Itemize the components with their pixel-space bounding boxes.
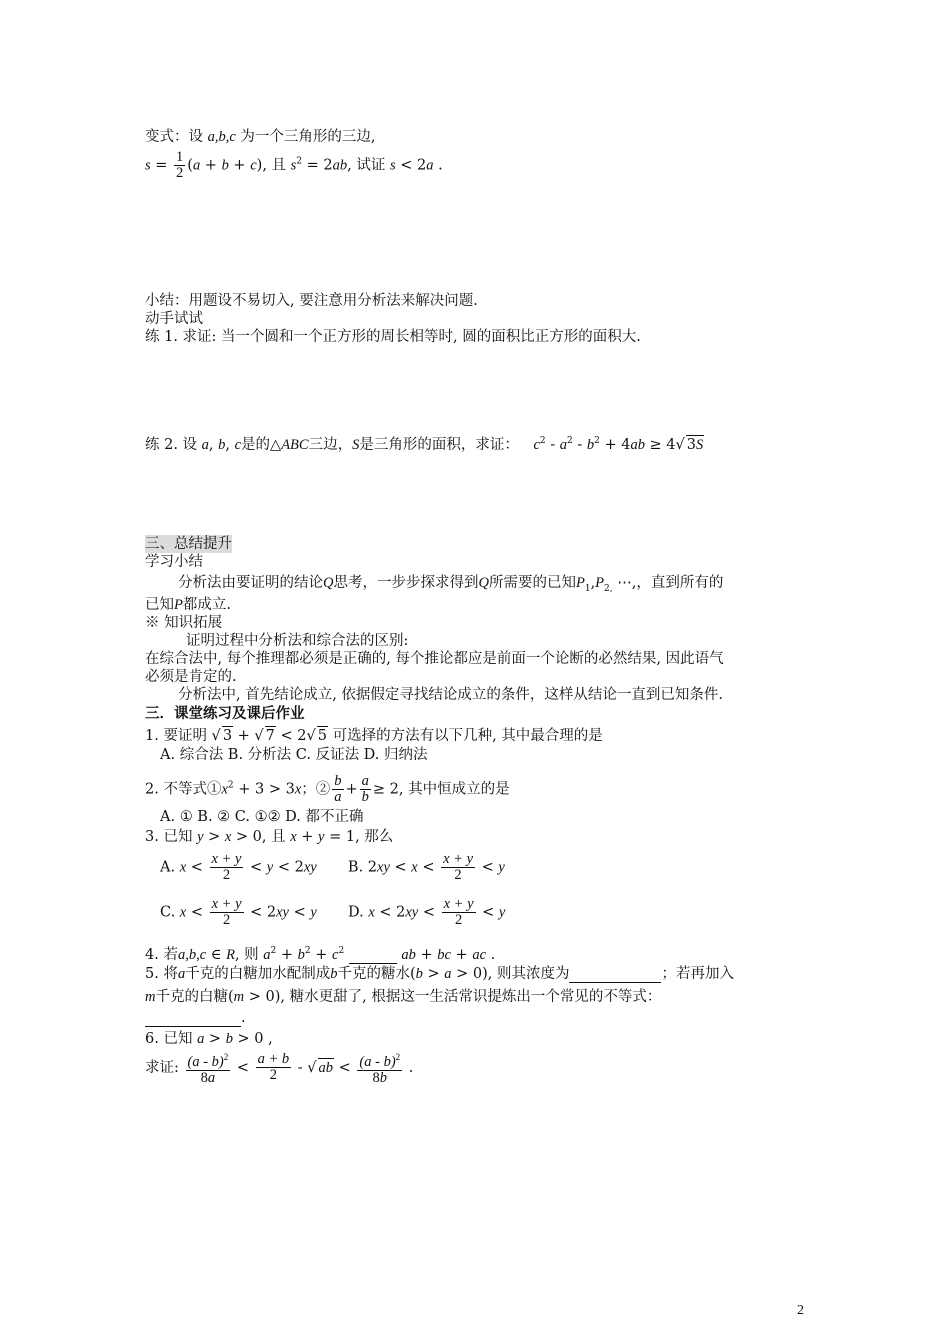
question-3-options-ab: A. x < $\frac{x + y}{2}$ < y < 2xy B. 2xy < x < $\frac{x + y}{2}$ < y xyxy=(160,851,505,883)
question-5: 5. 将a千克的白糖加水配制成b千克的糖水(b > a > 0), 则其浓度为 ；若再加入 xyxy=(145,966,734,982)
question-1-options: A. 综合法 B. 分析法 C. 反证法 D. 归纳法 xyxy=(160,747,428,763)
question-2: 2. 不等式$①x^2 + 3 > 3x$；② $\frac{b}{a}$ + $\frac{a}{b}$ ≥ 2, 其中恒成立的是 xyxy=(145,773,510,805)
knowledge-title: ※ 知识拓展 xyxy=(145,615,223,631)
variant-formula: s = $\frac{1}{2}$ (a + b + c), 且 $s^2 = 2ab$, 试证 s < 2a . xyxy=(145,149,443,181)
question-5-blank: . xyxy=(145,1009,246,1027)
difference-2: 必须是肯定的. xyxy=(145,669,237,685)
question-3-options-cd: C. x < $\frac{x + y}{2}$ < 2xy < y D. x < 2xy < $\frac{x + y}{2}$ < y xyxy=(160,896,506,928)
homework-title: 三．课堂练习及课后作业 xyxy=(145,705,305,722)
difference-title: 证明过程中分析法和综合法的区别: xyxy=(186,633,409,649)
question-2-options: A. ① B. ② C. ①② D. 都不正确 xyxy=(160,809,364,825)
analysis-paragraph: 分析法由要证明的结论Q思考，一步步探求得到Q所需要的已知$P_1,P_{2,}$ ⋯,，直到所有的 xyxy=(178,575,724,594)
analysis-paragraph-2: 已知P都成立. xyxy=(145,597,231,613)
hands-on-title: 动手试试 xyxy=(145,311,203,327)
page-number: 2 xyxy=(797,1303,804,1318)
study-summary: 学习小结 xyxy=(145,554,203,570)
difference-1: 在综合法中, 每个推理都必须是正确的, 每个推论都应是前面一个论断的必然结果, 因此语气 xyxy=(145,651,724,667)
exercise-2: 练 2. 设 a, b, c是的△ABC三边，S是三角形的面积，求证： $c^2 - a^2 - b^2 + 4ab \ge 4√$ 3S xyxy=(145,436,704,453)
exercise-1: 练 1. 求证: 当一个圆和一个正方形的周长相等时, 圆的面积比正方形的面积大. xyxy=(145,329,641,345)
question-3: 3. 已知 y > x > 0, 且 x + y = 1, 那么 xyxy=(145,829,394,845)
section-3-title: 三、总结提升 xyxy=(145,536,232,552)
question-4: 4. 若a,b,c ∈ R, 则 $a^2 + b^2 + c^2$ ab + bc + ac . xyxy=(145,946,496,963)
question-5-line-2: m千克的白糖(m > 0), 糖水更甜了, 根据这一生活常识提炼出一个常见的不等式： xyxy=(145,989,662,1005)
variant-line: 变式：设 a,b,c 为一个三角形的三边, xyxy=(145,129,376,145)
question-6-prove: 求证: $\frac{(a - b)^2}{8a}$ < $\frac{a + b}{2}$ - √ ab < $\frac{(a - b)^2}{8b}$ . xyxy=(145,1051,414,1086)
question-6: 6. 已知 a > b > 0 , xyxy=(145,1031,273,1047)
summary-line: 小结：用题设不易切入, 要注意用分析法来解决问题. xyxy=(145,293,478,309)
question-1: 1. 要证明 √ 3 + √ 7 < 2√ 5 可选择的方法有以下几种, 其中最合理的是 xyxy=(145,728,603,744)
difference-3: 分析法中, 首先结论成立, 依据假定寻找结论成立的条件，这样从结论一直到已知条件. xyxy=(178,687,724,703)
